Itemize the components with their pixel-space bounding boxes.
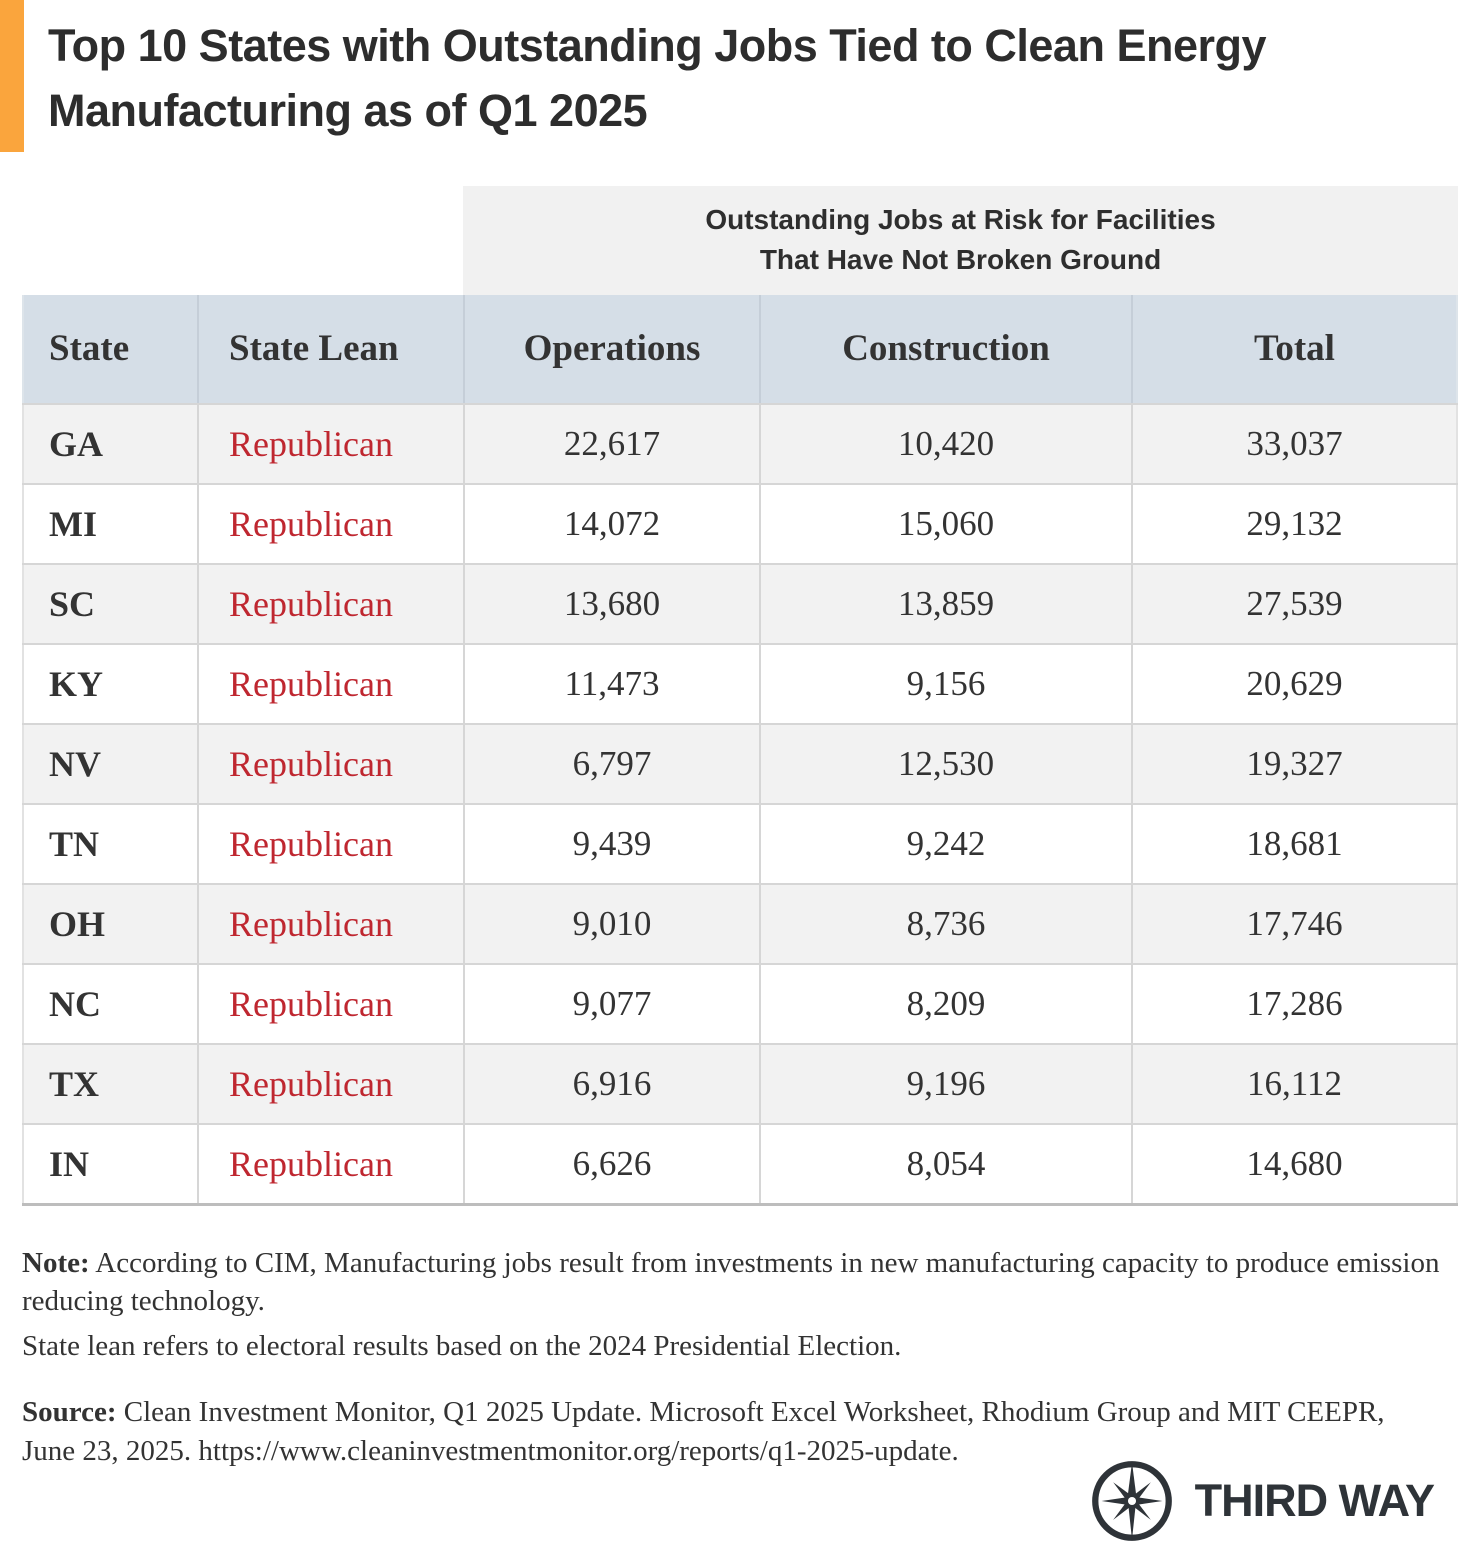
group-header-line1: Outstanding Jobs at Risk for Facilities (705, 203, 1216, 235)
state-cell: IN (22, 1125, 197, 1203)
operations-cell: 9,439 (463, 805, 759, 883)
construction-cell: 9,196 (759, 1045, 1131, 1123)
col-header-state: State (22, 295, 197, 403)
table-header-row (22, 295, 1458, 403)
construction-cell: 8,736 (759, 885, 1131, 963)
state-lean-cell: Republican (197, 965, 463, 1043)
operations-cell: 6,797 (463, 725, 759, 803)
note-paragraph (22, 1244, 1440, 1321)
total-cell: 33,037 (1131, 405, 1458, 483)
accent-bar (0, 0, 24, 152)
state-lean-cell: Republican (197, 565, 463, 643)
construction-cell: 9,242 (759, 805, 1131, 883)
table-row (22, 1043, 1458, 1123)
total-cell: 20,629 (1131, 645, 1458, 723)
total-cell: 17,746 (1131, 885, 1458, 963)
compass-star-icon (1089, 1458, 1175, 1544)
note-label: Note: (22, 1246, 90, 1279)
state-cell: MI (22, 485, 197, 563)
operations-cell: 13,680 (463, 565, 759, 643)
state-cell: KY (22, 645, 197, 723)
state-cell: TN (22, 805, 197, 883)
state-cell: GA (22, 405, 197, 483)
note2-paragraph: State lean refers to electoral results based on the 2024 Presidential Election. (22, 1330, 902, 1363)
construction-cell: 13,859 (759, 565, 1131, 643)
operations-cell: 9,077 (463, 965, 759, 1043)
table-row (22, 883, 1458, 963)
page-title: Top 10 States with Outstanding Jobs Tied to Clean Energy Manufacturing as of Q1 2025 (48, 20, 1267, 136)
operations-cell: 22,617 (463, 405, 759, 483)
group-header-row (22, 186, 1458, 295)
source-text: Clean Investment Monitor, Q1 2025 Update. Microsoft Excel Worksheet, Rhodium Group and MIT CEEPR, June 23, 2025. https://www.cleaninvestmentmonitor.org/reports/q1-2025-update. (22, 1396, 1385, 1467)
construction-cell: 8,054 (759, 1125, 1131, 1203)
state-lean-cell: Republican (197, 1125, 463, 1203)
notes-block (22, 1244, 1440, 1470)
total-cell: 18,681 (1131, 805, 1458, 883)
title-block (0, 0, 1480, 144)
table-row (22, 643, 1458, 723)
construction-cell: 8,209 (759, 965, 1131, 1043)
operations-cell: 6,626 (463, 1125, 759, 1203)
construction-cell: 12,530 (759, 725, 1131, 803)
col-header-construction: Construction (759, 295, 1131, 403)
state-cell: SC (22, 565, 197, 643)
construction-cell: 10,420 (759, 405, 1131, 483)
group-header (463, 186, 1458, 295)
table-row (22, 483, 1458, 563)
state-cell: NV (22, 725, 197, 803)
operations-cell: 6,916 (463, 1045, 759, 1123)
table-row (22, 563, 1458, 643)
data-table (22, 186, 1458, 1206)
state-cell: NC (22, 965, 197, 1043)
state-lean-cell: Republican (197, 405, 463, 483)
logo-text: THIRD WAY (1194, 1475, 1434, 1526)
total-cell: 16,112 (1131, 1045, 1458, 1123)
col-header-total: Total (1131, 295, 1458, 403)
col-header-state-lean: State Lean (197, 295, 463, 403)
state-lean-cell: Republican (197, 725, 463, 803)
note-text: According to CIM, Manufacturing jobs result from investments in new manufacturing capacity to produce emission reducing technology. (22, 1246, 1440, 1317)
table-row (22, 963, 1458, 1043)
source-label: Source: (22, 1396, 117, 1429)
operations-cell: 9,010 (463, 885, 759, 963)
operations-cell: 14,072 (463, 485, 759, 563)
table-body (22, 403, 1458, 1206)
group-header-line2: That Have Not Broken Ground (759, 244, 1162, 276)
table-row (22, 803, 1458, 883)
col-header-operations: Operations (463, 295, 759, 403)
state-lean-cell: Republican (197, 1045, 463, 1123)
group-header-spacer (22, 186, 463, 295)
total-cell: 29,132 (1131, 485, 1458, 563)
state-lean-cell: Republican (197, 805, 463, 883)
state-lean-cell: Republican (197, 885, 463, 963)
state-cell: OH (22, 885, 197, 963)
table-row (22, 723, 1458, 803)
table-row (22, 403, 1458, 483)
state-cell: TX (22, 1045, 197, 1123)
construction-cell: 15,060 (759, 485, 1131, 563)
total-cell: 27,539 (1131, 565, 1458, 643)
operations-cell: 11,473 (463, 645, 759, 723)
total-cell: 19,327 (1131, 725, 1458, 803)
construction-cell: 9,156 (759, 645, 1131, 723)
state-lean-cell: Republican (197, 485, 463, 563)
third-way-logo (1089, 1458, 1434, 1544)
total-cell: 14,680 (1131, 1125, 1458, 1203)
table-row (22, 1123, 1458, 1203)
total-cell: 17,286 (1131, 965, 1458, 1043)
state-lean-cell: Republican (197, 645, 463, 723)
